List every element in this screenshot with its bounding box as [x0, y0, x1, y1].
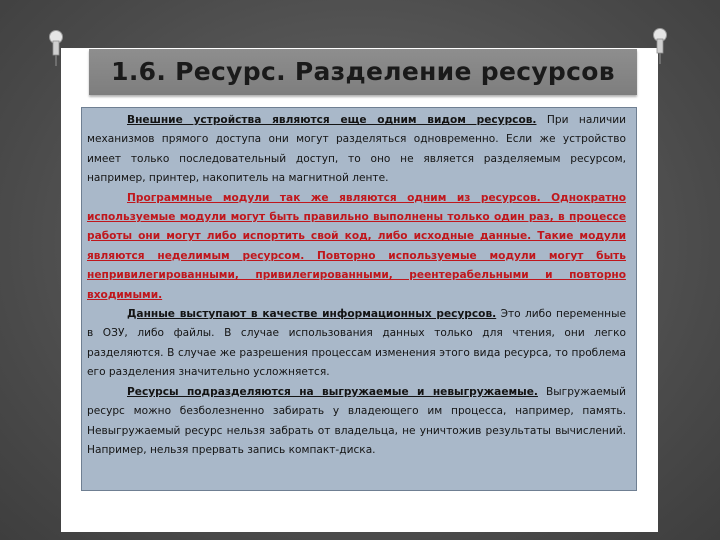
title-bar	[89, 49, 637, 95]
paragraph-text: Это либо переменные в ОЗУ, либо файлы. В случае использования данных только для чтения, они легко разделяются. В случае же разрешения процессам изменения этого вида ресурса, то проблема его разделения значительно усложняется.	[87, 308, 626, 379]
content-box	[81, 107, 637, 491]
pushpin-right-icon	[649, 26, 671, 66]
paragraph-preemptable-resources	[87, 383, 626, 461]
slide-title: 1.6. Ресурс. Разделение ресурсов	[111, 57, 615, 86]
paragraph-text: Выгружаемый ресурс можно безболезненно забирать у владеющего им процесса, например, память. Невыгружаемый ресурс нельзя забрать от владельца, не уничтожив результаты вычислений. Например, нельзя прервать запись компакт-диска.	[87, 385, 626, 456]
paragraph-highlighted-text: Программные модули так же являются одним из ресурсов. Однократно используемые модули могут быть правильно выполнены только один раз, в процессе работы они могут либо испортить свой код, либо исходные данные. Такие модули являются неделимым ресурсом. Повторно используемые модули могут быть непривилегированными, привилегированными, реентерабельными и повторно входимыми.	[87, 191, 626, 301]
paragraph-program-modules	[87, 189, 626, 305]
paragraph-lead: Ресурсы подразделяются на выгружаемые и невыгружаемые.	[127, 385, 538, 398]
pushpin-left-icon	[45, 28, 67, 68]
paragraph-data-resources	[87, 305, 626, 383]
paragraph-lead: Внешние устройства являются еще одним видом ресурсов.	[127, 114, 537, 126]
paragraph-external-devices	[87, 111, 626, 189]
paragraph-text: При наличии механизмов прямого доступа они могут разделяться одновременно. Если же устройство имеет только последовательный доступ, то оно не является разделяемым ресурсом, например, принтер, накопитель на магнитной ленте.	[87, 114, 626, 185]
paragraph-lead: Данные выступают в качестве информационных ресурсов.	[127, 308, 497, 321]
